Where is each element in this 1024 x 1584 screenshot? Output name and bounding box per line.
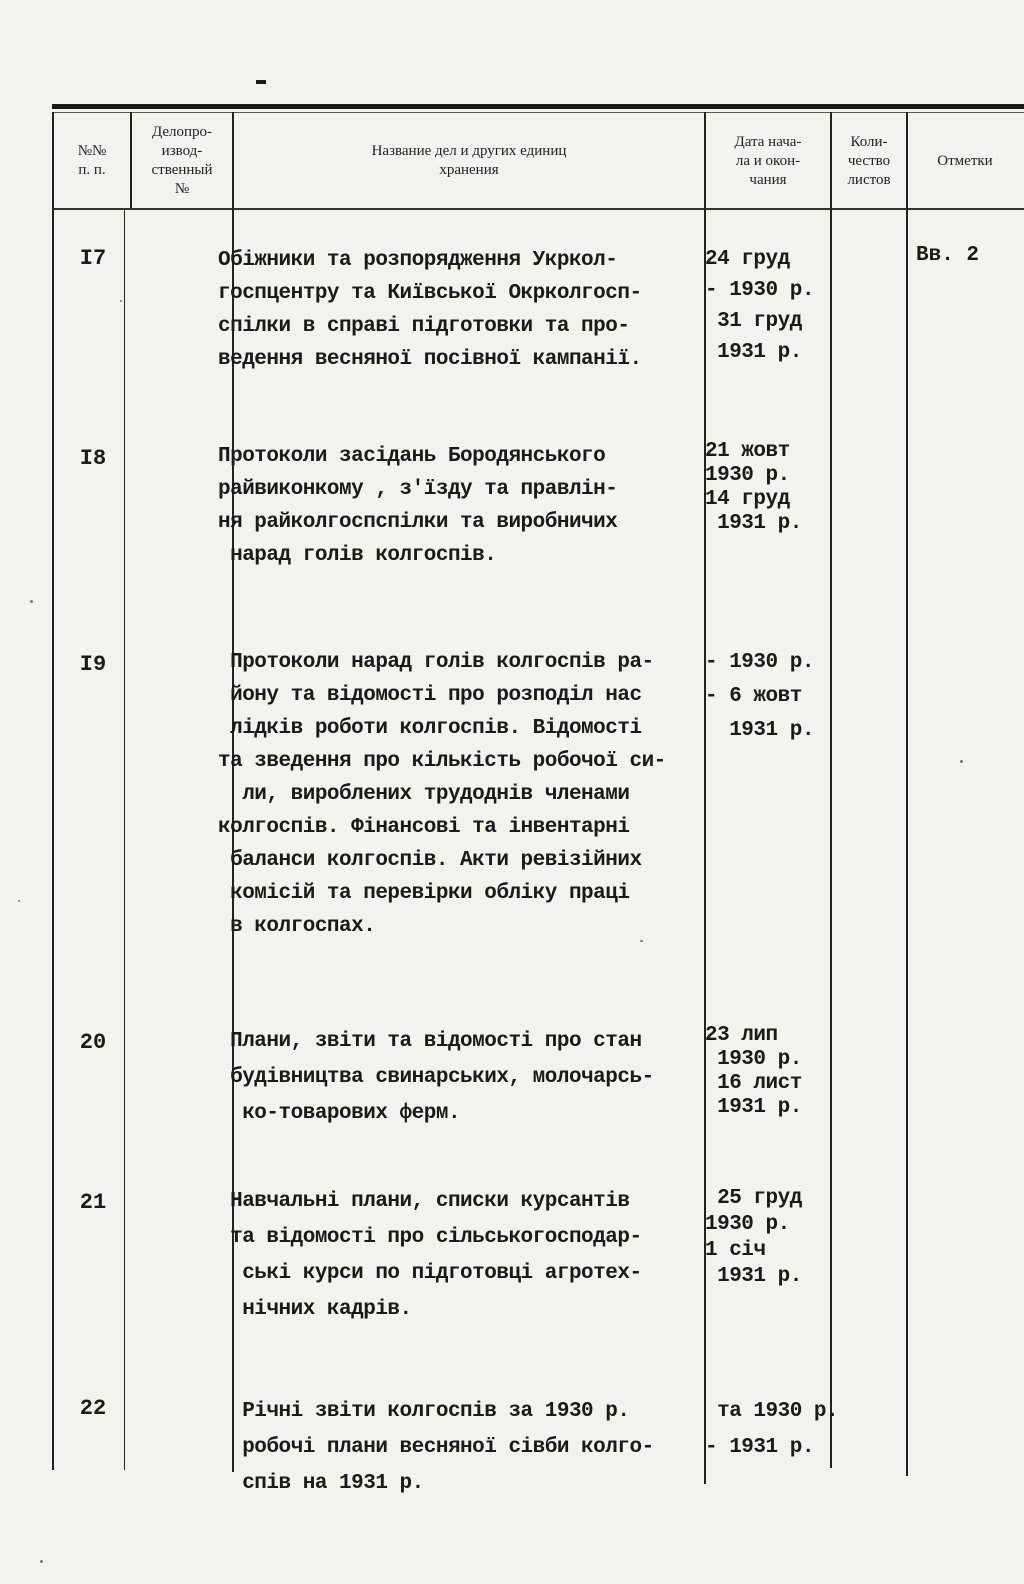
scan-speck — [30, 600, 33, 603]
header-bottom-rule — [52, 208, 1024, 210]
row-title: Протоколи нарад голів колгоспів ра- йону та відомості про розподіл нас лідків роботи колгоспів. Відомості та зведення про кількість робочої си- ли, вироблених трудоднів членами колгоспів. Фінансові та інвентарні баланси колгоспів. Акти ревізійних комісій та перевірки обліку праці в колгоспах. — [218, 651, 666, 938]
column-divider-5 — [906, 112, 908, 1476]
row-title: Плани, звіти та відомості про стан будівництва свинарських, молочарсь- ко-товарових ферм. — [230, 1030, 654, 1125]
row-number: 22 — [79, 1396, 107, 1421]
ink-mark — [256, 80, 266, 84]
header-notes: Отметки — [937, 152, 993, 169]
header-office-number: Делопро- извод- ственный № — [151, 124, 213, 197]
scan-speck — [40, 1560, 43, 1563]
column-divider-1-body — [124, 210, 125, 1470]
row-dates: та 1930 р. - 1931 р. — [705, 1400, 839, 1459]
row-note: Вв. 2 — [916, 244, 980, 267]
row-dates: 24 груд - 1930 р. 31 груд 1931 р. — [705, 248, 814, 364]
table-top-rule — [52, 104, 1024, 109]
table-top-rule-thin — [52, 112, 1024, 113]
column-divider-left — [52, 112, 54, 1470]
header-title: Название дел и других единиц хранения — [371, 143, 567, 178]
row-dates: - 1930 р. - 6 жовт 1931 р. — [705, 651, 814, 742]
scan-speck — [960, 760, 963, 763]
header-number: №№ п. п. — [77, 143, 107, 178]
scan-speck — [640, 940, 643, 942]
row-dates: 21 жовт 1930 р. 14 груд 1931 р. — [705, 440, 802, 535]
row-number: I8 — [79, 446, 107, 471]
row-number: 20 — [79, 1030, 107, 1055]
row-title: Навчальні плани, списки курсантів та відомості про сільськогосподар- ські курси по підготовці агротех- нічних кадрів. — [230, 1190, 642, 1321]
row-title: Протоколи засідань Бородянського райвиконкому , з'їзду та правлін- ня райколгоспспілки та виробничих нарад голів колгоспів. — [218, 445, 618, 567]
row-dates: 25 груд 1930 р. 1 січ 1931 р. — [705, 1187, 802, 1288]
row-number: I9 — [79, 652, 107, 677]
scan-speck — [120, 300, 122, 302]
scan-speck — [18, 900, 20, 902]
row-title: Річні звіти колгоспів за 1930 р. робочі плани весняної сівби колго- спів на 1931 р. — [242, 1400, 654, 1495]
row-dates: 23 лип 1930 р. 16 лист 1931 р. — [705, 1024, 802, 1119]
row-number: I7 — [79, 246, 107, 271]
row-number: 21 — [79, 1190, 107, 1215]
row-title: Обіжники та розпорядження Укркол- госпцентру та Київської Окрколгосп- спілки в справі підготовки та про- ведення весняної посівної кампанії. — [218, 249, 642, 371]
header-sheets: Коли- чество листов — [847, 133, 891, 188]
header-dates: Дата нача- ла и окон- чания — [734, 133, 802, 188]
